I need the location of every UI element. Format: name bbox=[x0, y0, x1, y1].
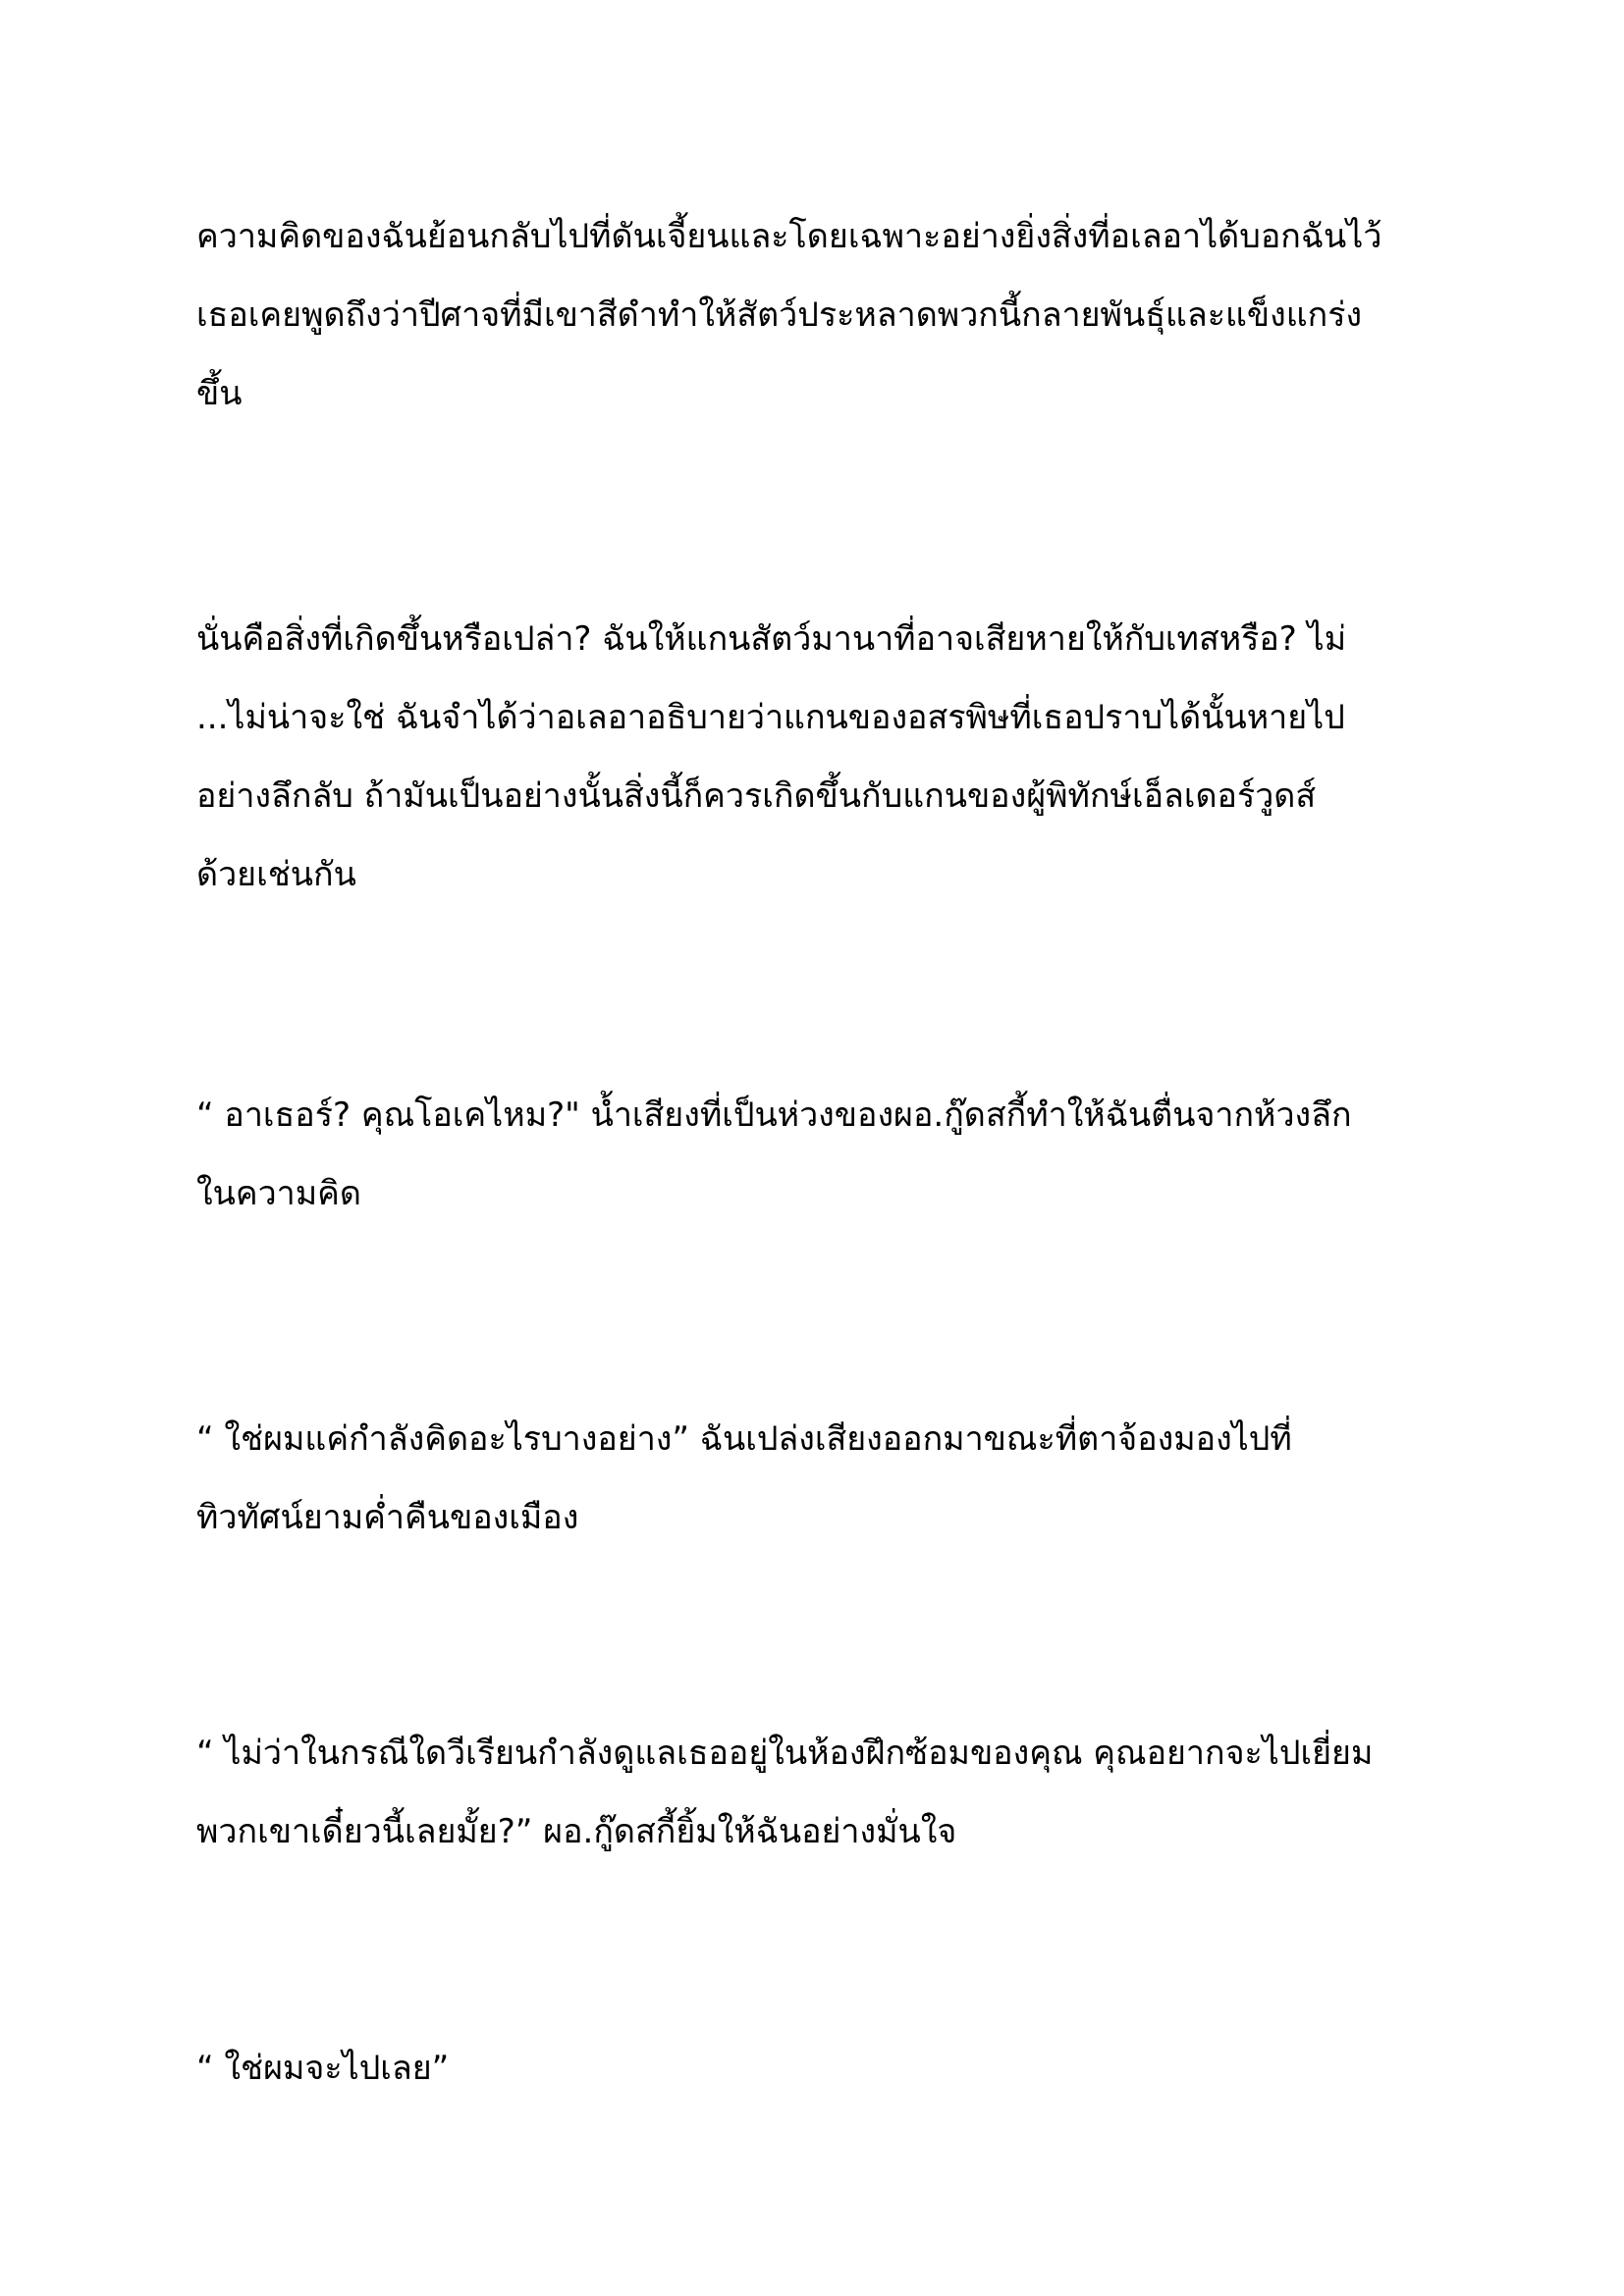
paragraph-line: เธอเคยพูดถึงว่าปีศาจที่มีเขาสีดำทำให้สัตว์ประหลาดพวกนี้กลายพันธุ์และแข็งแกร่ง bbox=[196, 295, 1363, 335]
paragraph-line: พวกเขาเดี๋ยวนี้เลยมั้ย?” ผอ.กู๊ดสกี้ยิ้มให้ฉันอย่างมั่นใจ bbox=[196, 1812, 957, 1851]
paragraph-line: ความคิดของฉันย้อนกลับไปที่ดันเจี้ยนและโดยเฉพาะอย่างยิ่งสิ่งที่อเลอาได้บอกฉันไว้ bbox=[196, 217, 1382, 256]
paragraph-line: “ ใช่ผมจะไปเลย” bbox=[196, 2049, 450, 2088]
paragraph-line: ขึ้น bbox=[196, 374, 243, 413]
paragraph-line: ด้วยเช่นกัน bbox=[196, 855, 356, 894]
paragraph-line: “ ใช่ผมแค่กำลังคิดอะไรบางอย่าง” ฉันเปล่งเสียงออกมาขณะที่ตาจ้องมองไปที่ bbox=[196, 1419, 1292, 1459]
paragraph-line: ...ไม่น่าจะใช่ ฉันจำได้ว่าอเลอาอธิบายว่าแกนของอสรพิษที่เธอปราบได้นั้นหายไป bbox=[196, 698, 1345, 737]
paragraph-5 bbox=[196, 1714, 1473, 1871]
paragraph-line: “ ไม่ว่าในกรณีใดวีเรียนกำลังดูแลเธออยู่ในห้องฝึกซ้อมของคุณ คุณอยากจะไปเยี่ยม bbox=[196, 1734, 1374, 1773]
paragraph-1 bbox=[196, 197, 1473, 433]
paragraph-line: อย่างลึกลับ ถ้ามันเป็นอย่างนั้นสิ่งนี้ก็ควรเกิดขึ้นกับแกนของผู้พิทักษ์เอ็ลเดอร์วูดส์ bbox=[196, 776, 1317, 816]
paragraph-line: นั่นคือสิ่งที่เกิดขึ้นหรือเปล่า? ฉันให้แกนสัตว์มานาที่อาจเสียหายให้กับเทสหรือ? ไม่ bbox=[196, 619, 1347, 659]
paragraph-line: ในความคิด bbox=[196, 1174, 362, 1213]
paragraph-2 bbox=[196, 600, 1473, 914]
paragraph-line: ทิวทัศน์ยามค่ำคืนของเมือง bbox=[196, 1498, 579, 1537]
paragraph-4 bbox=[196, 1400, 1473, 1557]
paragraph-3 bbox=[196, 1076, 1473, 1233]
paragraph-6 bbox=[196, 2029, 1473, 2108]
paragraph-line: “ อาเธอร์? คุณโอเคไหม?" น้ำเสียงที่เป็นห่วงของผอ.กู๊ดสกี้ทำให้ฉันตื่นจากห้วงลึก bbox=[196, 1095, 1352, 1135]
